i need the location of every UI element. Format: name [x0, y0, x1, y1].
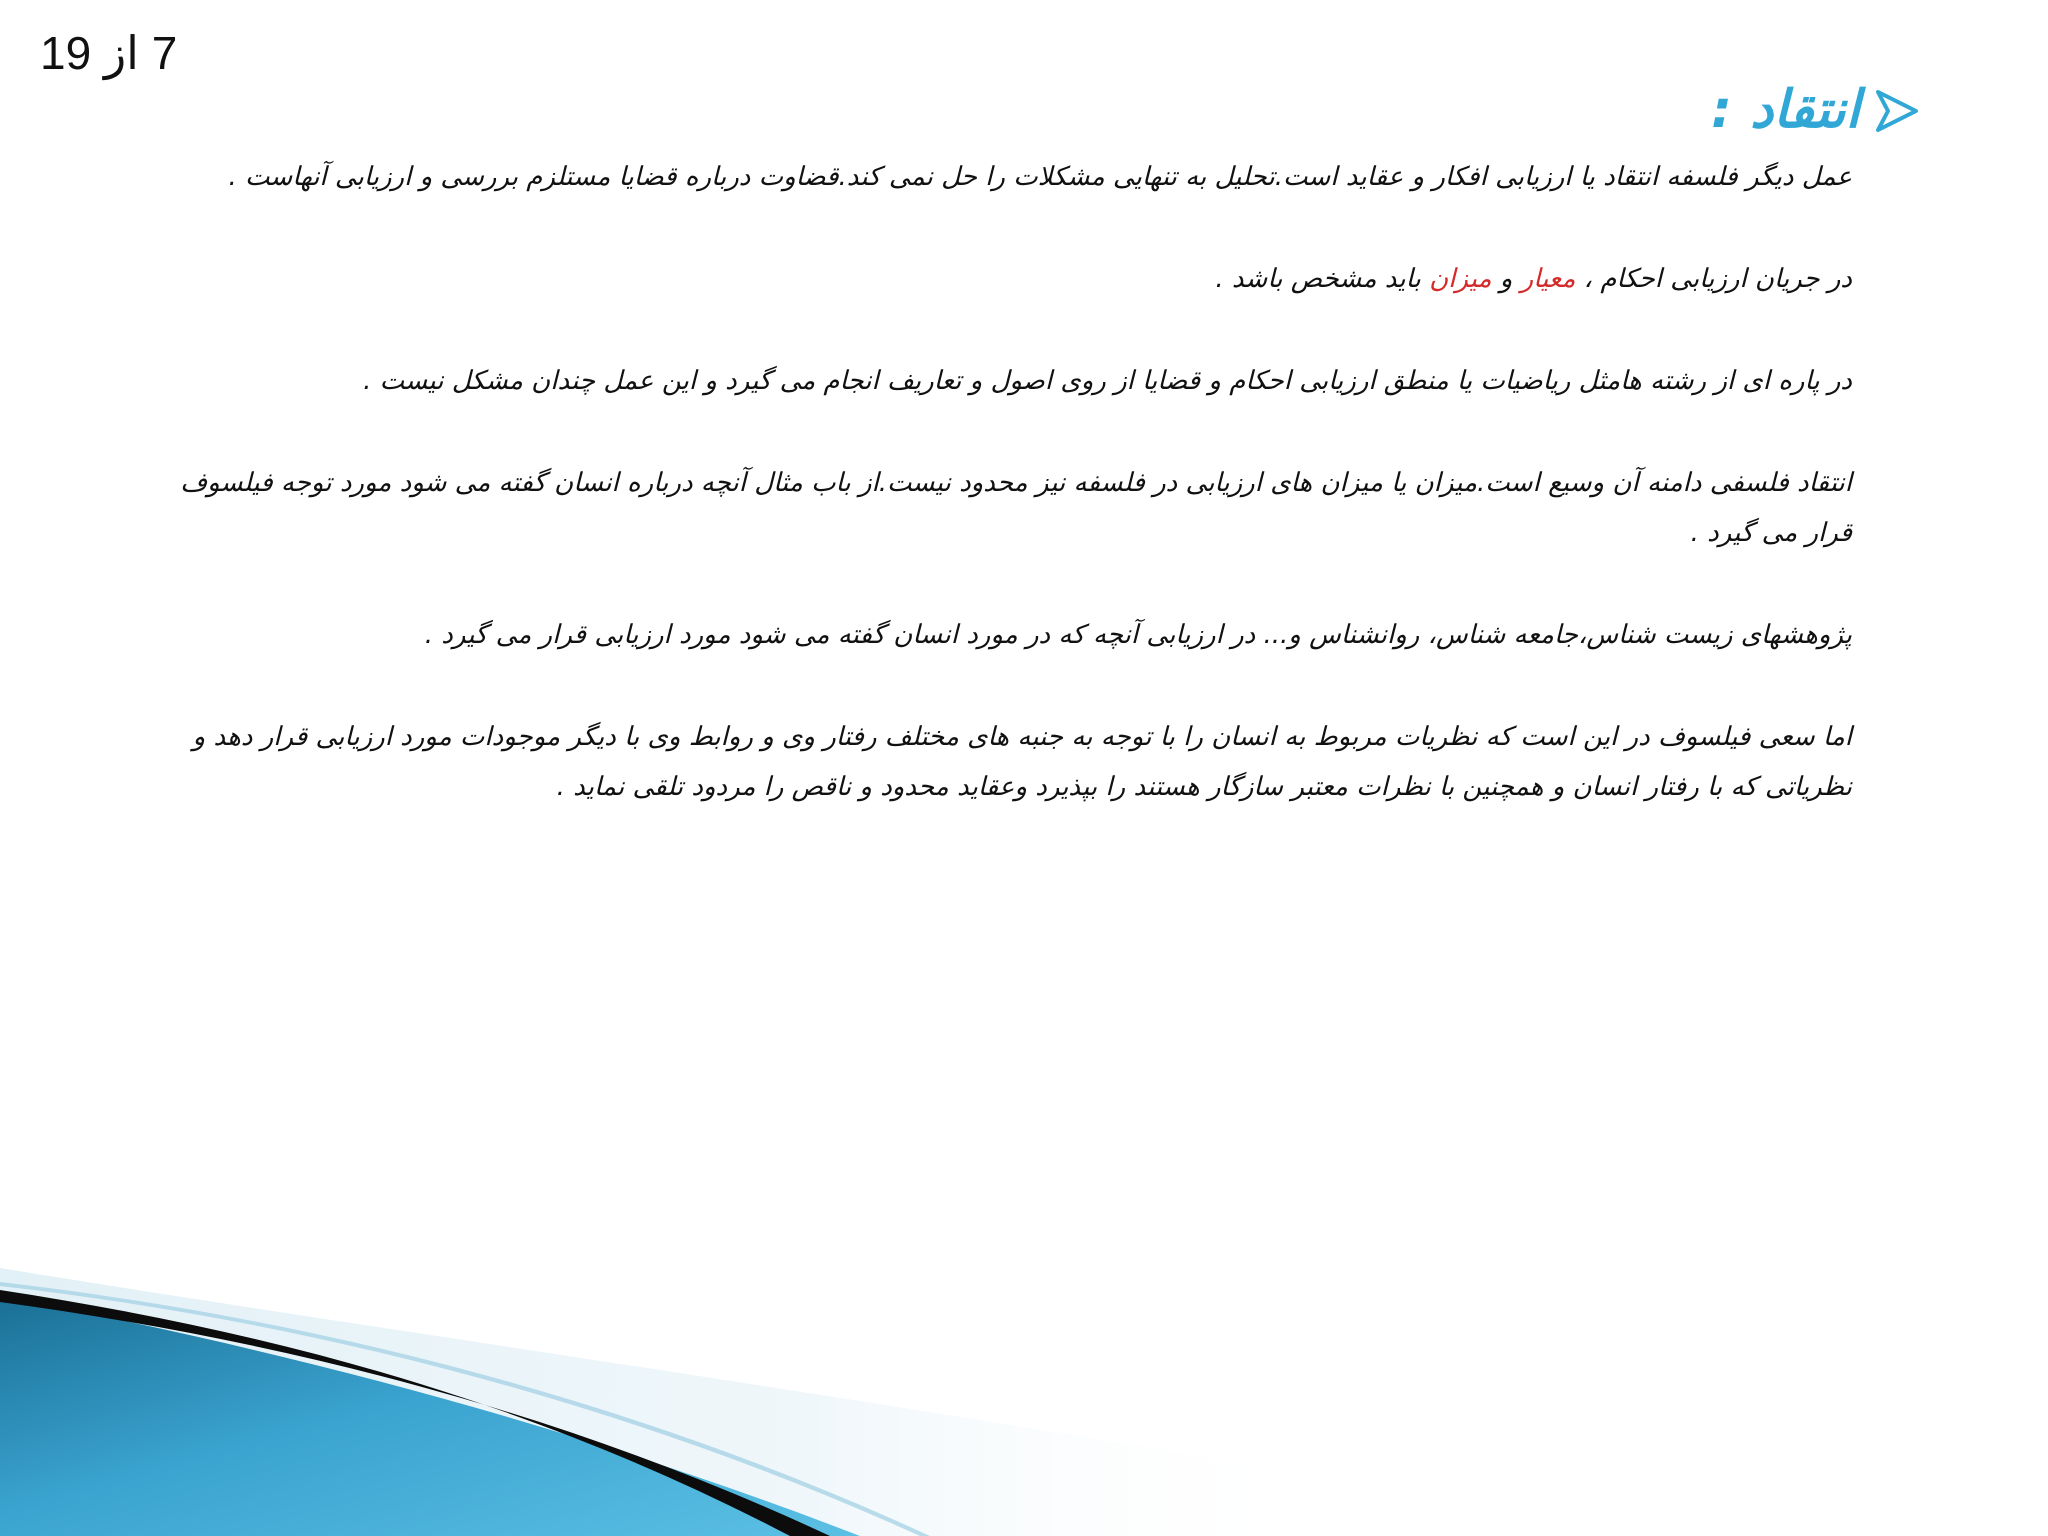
- paragraph-6: اما سعی فیلسوف در این است که نظریات مربوط به انسان را با توجه به جنبه های مختلف رفتار وی و روابط وی با دیگر موجودات مورد ارزیابی قرار دهد و نظریاتی که با رفتار انسان و همچنین با نظرات معتبر سازگار هستند را بپذیرد وعقاید محدود و ناقص را مردود تلقی نماید .: [192, 722, 1852, 802]
- paragraph-5: پژوهشهای زیست شناس،جامعه شناس، روانشناس و... در ارزیابی آنچه که در مورد انسان گفته می شود مورد ارزیابی قرار می گیرد .: [424, 620, 1852, 650]
- paragraph-2-end: باید مشخص باشد .: [1215, 264, 1430, 294]
- paragraph-4: انتقاد فلسفی دامنه آن وسیع است.میزان یا میزان های ارزیابی در فلسفه نیز محدود نیست.از باب مثال آنچه درباره انسان گفته می شود مورد توجه فیلسوف قرار می گیرد .: [180, 468, 1852, 548]
- arrow-bullet-icon: [1874, 88, 1920, 134]
- heading-title: انتقاد :: [1711, 80, 1860, 140]
- body-text: [130, 152, 1852, 864]
- paragraph-2-start: در جریان ارزیابی احکام ،: [1575, 264, 1852, 294]
- page-counter: 7 از 19: [40, 27, 178, 79]
- paragraph-2: [130, 254, 1852, 304]
- highlight-measure: میزان: [1429, 264, 1492, 294]
- highlight-criterion: معیار: [1520, 264, 1576, 294]
- section-heading: [1711, 82, 1920, 139]
- paragraph-1: عمل دیگر فلسفه انتقاد یا ارزیابی افکار و عقاید است.تحلیل به تنهایی مشکلات را حل نمی کند.قضاوت درباره قضایا مستلزم بررسی و ارزیابی آنهاست .: [228, 162, 1852, 192]
- paragraph-2-mid: و: [1491, 264, 1521, 294]
- paragraph-3: در پاره ای از رشته هامثل ریاضیات یا منطق ارزیابی احکام و قضایا از روی اصول و تعاریف انجام می گیرد و این عمل چندان مشکل نیست .: [363, 366, 1852, 396]
